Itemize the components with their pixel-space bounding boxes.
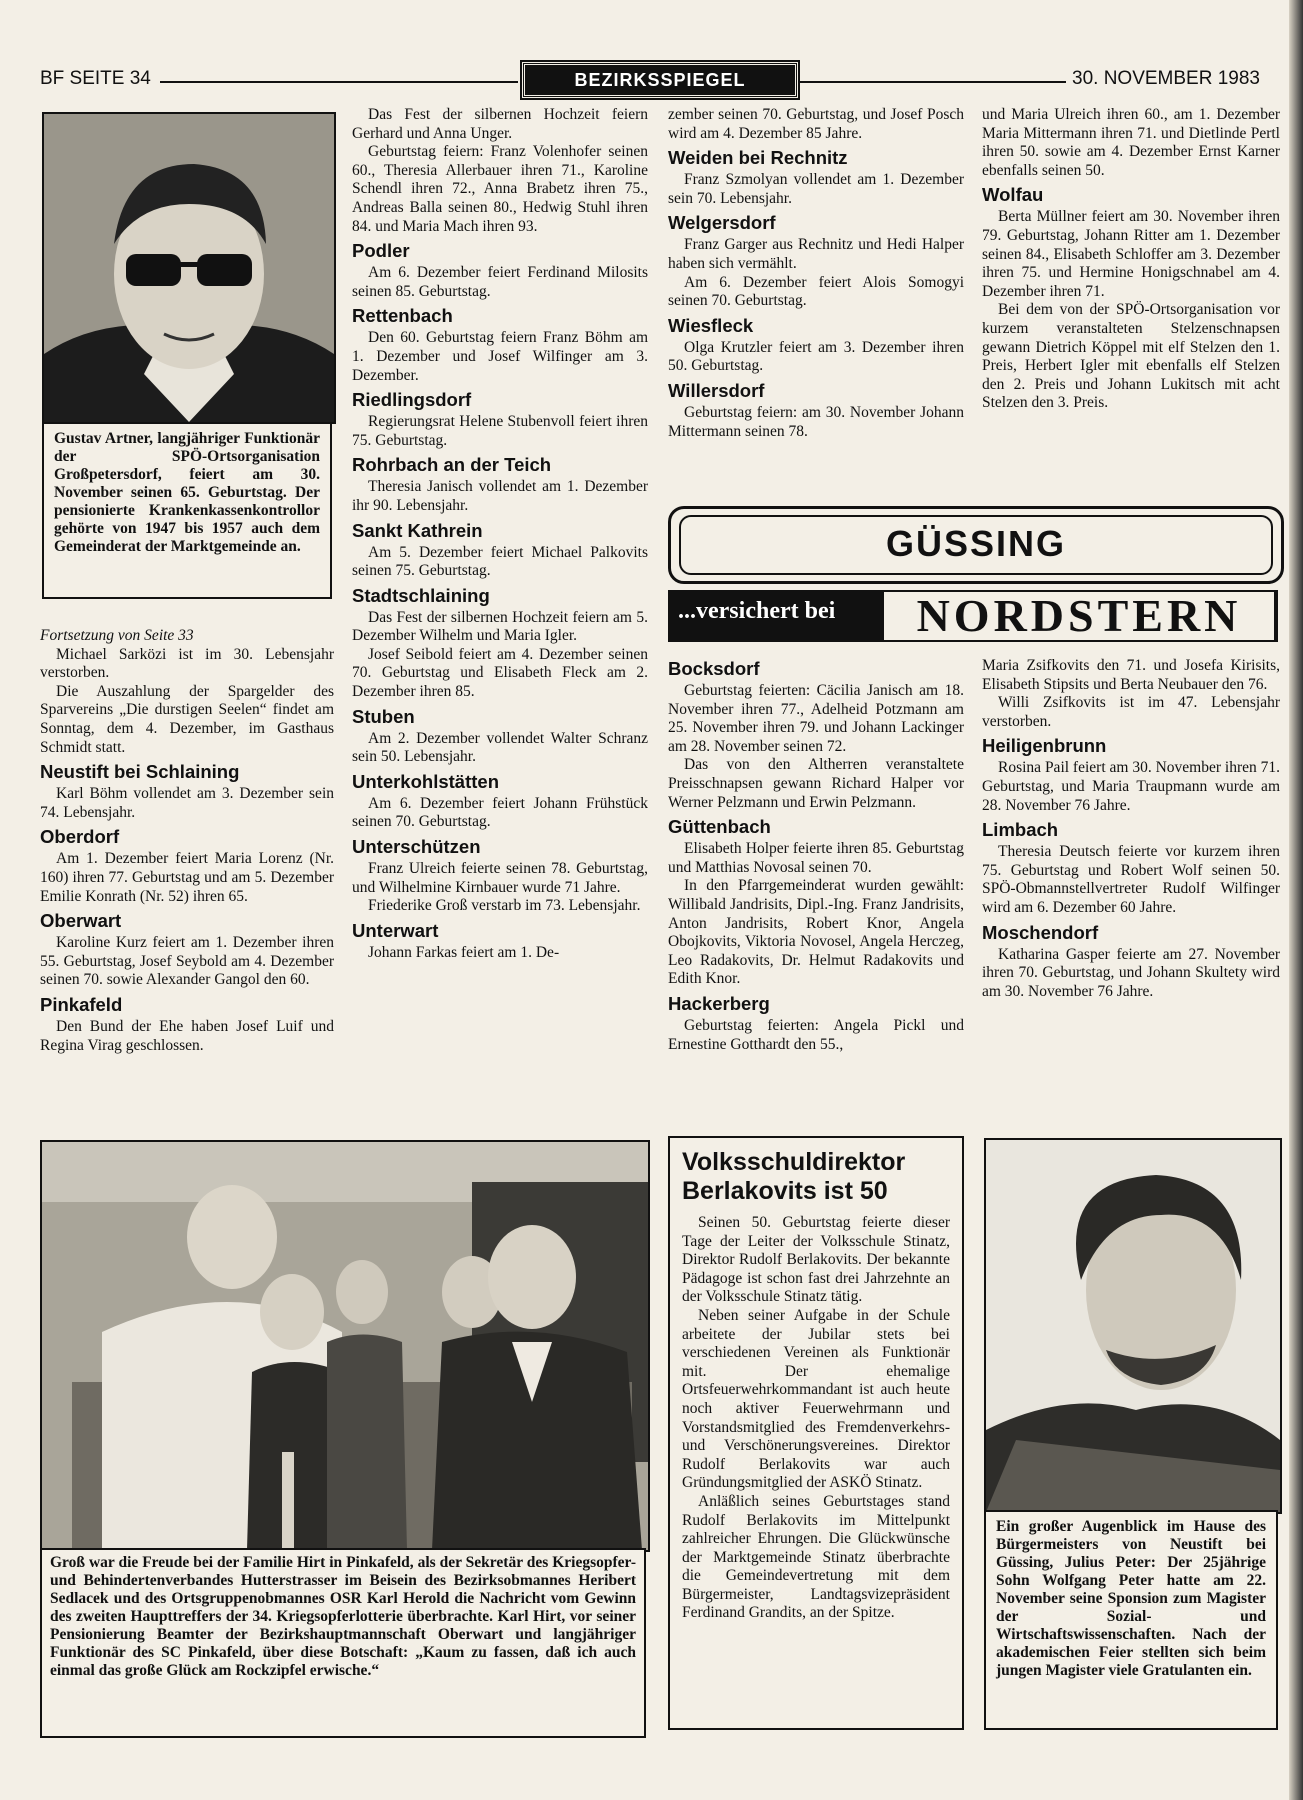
section-heading: Neustift bei Schlaining: [40, 761, 240, 783]
section-heading: Unterwart: [352, 919, 439, 941]
column-1: [40, 627, 334, 1055]
section-title: BEZIRKSSPIEGEL: [522, 62, 798, 98]
section-text: Olga Krutzler feiert am 3. Dezember ihren 50. Geburtstag.: [668, 338, 964, 375]
column-3-bottom: [668, 654, 964, 1054]
page-label: BF SEITE 34: [40, 68, 151, 89]
section-text: Franz Szmolyan vollendet am 1. Dezember sein 70. Lebensjahr.: [668, 171, 964, 207]
section-text: Das Fest der silbernen Hochzeit feiern am 5. Dezember Wilhelm und Maria Igler.: [352, 608, 648, 645]
article-body: [682, 1214, 950, 1623]
section-heading: Oberwart: [40, 910, 122, 932]
section-text: Karoline Kurz feiert am 1. Dezember ihren 55. Geburtstag, Josef Seybold am 4. Dezember seinen 70. sowie Alexander Gangol den 60.: [40, 934, 334, 989]
section-heading: Moschendorf: [982, 921, 1099, 943]
section-text: Das von den Altherren veranstaltete Preisschnapsen gewann Richard Halper vor Werner Pelzmann und Erwin Pelzmann.: [668, 756, 964, 811]
section-heading: Limbach: [982, 819, 1059, 841]
paragraph: Anläßlich seines Geburtstages stand Rudolf Berlakovits im Mittelpunkt zahlreicher Ehrungen. Die Glückwünsche der Marktgemeinde Stinatz überbrachte die Gemeindevertretung mit dem Bürgermeister, Landtagsvizepräsident Ferdinand Grandits, an der Spitze.: [682, 1492, 950, 1622]
section-heading: Unterkohlstätten: [352, 770, 499, 792]
section-heading: Bocksdorf: [668, 658, 760, 679]
section-heading: Stadtschlaining: [352, 584, 490, 606]
section-text: Theresia Janisch vollendet am 1. Dezember ihr 90. Lebensjahr.: [352, 478, 648, 514]
article-box-berlakovits: [668, 1136, 964, 1730]
paragraph: Michael Sarközi ist im 30. Lebensjahr verstorben.: [40, 645, 334, 682]
section-text: Am 6. Dezember feiert Johann Frühstück seinen 70. Geburtstag.: [352, 794, 648, 831]
section-text: Friederike Groß verstarb im 73. Lebensjahr.: [368, 897, 641, 915]
section-heading: Stuben: [352, 705, 415, 727]
portrait-photo-peter: [984, 1138, 1282, 1514]
section-text: Franz Ulreich feierte seinen 78. Geburtstag, und Wilhelmine Kirnbauer wurde 71 Jahre.: [352, 860, 648, 896]
section-heading: Willersdorf: [668, 379, 765, 401]
section-text: Rosina Pail feiert am 30. November ihren 71. Geburtstag, und Maria Traupmann wurde am 28. November 76 Jahre.: [982, 759, 1280, 814]
section-text: Am 5. Dezember feiert Michael Palkovits seinen 75. Geburtstag.: [352, 543, 648, 580]
section-heading: Rohrbach an der Teich: [352, 454, 552, 476]
section-heading: Pinkafeld: [40, 993, 123, 1015]
ad-brand: NORDSTERN: [884, 592, 1274, 640]
paragraph: Willi Zsifkovits ist im 47. Lebensjahr verstorben.: [982, 694, 1280, 730]
section-text: Franz Garger aus Rechnitz und Hedi Halper haben sich vermählt.: [668, 236, 964, 272]
nordstern-ad: [668, 590, 1278, 642]
section-heading: Heiligenbrunn: [982, 735, 1107, 757]
section-heading: Wiesfleck: [668, 314, 754, 336]
section-heading: Unterschützen: [352, 836, 481, 858]
section-text: Den 60. Geburtstag feiern Franz Böhm am 1. Dezember und Josef Wilfinger am 3. Dezember.: [352, 329, 648, 384]
section-text: Elisabeth Holper feierte ihren 85. Geburtstag und Matthias Novosal seinen 70.: [668, 840, 964, 876]
section-heading: Welgersdorf: [668, 212, 776, 234]
ad-tagline: ...versichert bei: [678, 598, 836, 624]
section-text: Geburtstag feierten: Angela Pickl und Ernestine Gotthardt den 55.,: [668, 1016, 964, 1053]
region-banner: [668, 506, 1284, 584]
section-heading: Hackerberg: [668, 992, 770, 1014]
family-photo-caption: Groß war die Freude bei der Familie Hirt in Pinkafeld, als der Sekretär des Kriegsopfer- und Behindertenverbandes Hutterstrasser im Beisein des Bezirksobmannes Heribert Sedlacek und des Ortsgruppenobmannes OSR Karl Herold die Nachricht vom Gewinn des zweiten Haupttreffers der 34. Kriegsopferlotterie überbrachte. Karl Hirt, vor seiner Pensionierung Beamter der Bezirkshauptmannschaft Oberwart und langjähriger Funktionär des SC Pinkafeld, über diese Botschaft: „Kaum zu fassen, daß ich auch einmal das große Glück am Rockzipfel erwische.“: [40, 1548, 646, 1738]
paragraph: Geburtstag feiern: Franz Volenhofer seinen 60., Theresia Allerbauer ihren 71., Karoline Schendl ihren 72., Anna Brabetz ihren 75., Andreas Balla seinen 80., Hedwig Stuhl ihren 84. und Maria Mach ihren 93.: [352, 143, 648, 235]
column-2: [352, 106, 648, 962]
page-edge: [1289, 0, 1303, 1800]
photo-caption-artner: Gustav Artner, langjähriger Funktionär der SPÖ-Ortsorganisation Großpetersdorf, feiert am 30. November seinen 65. Geburtstag. Der pensionierte Krankenkassenkontrollor gehörte von 1947 bis 1957 auch dem Gemeinderat der Marktgemeinde an.: [42, 422, 332, 599]
paragraph: Maria Zsifkovits den 71. und Josefa Kirisits, Elisabeth Stipsits und Berta Neubauer den 76.: [982, 657, 1280, 693]
paragraph: Das Fest der silbernen Hochzeit feiern Gerhard und Anna Unger.: [352, 106, 648, 142]
section-text: Bei dem von der SPÖ-Ortsorganisation vor kurzem veranstalteten Stelzenschnapsen gewann Dietrich Köppel mit elf Stelzen den 1. Preis, Herbert Igler mit ebenfalls elf Stelzen den 2. Preis und Johann Lukitsch mit acht Stelzen den 3. Preis.: [982, 301, 1280, 412]
paragraph: Neben seiner Aufgabe in der Schule arbeitete der Jubilar stets bei verschiedenen Vereinen als Funktionär mit. Der ehemalige Ortsfeuerwehrkommandant ist auch heute noch aktiver Feuerwehrmann und Vorstandsmitglied des Fremdenverkehrs- und Verschönerungsvereines. Direktor Rudolf Berlakovits war auch Gründungsmitglied der ASKÖ Stinatz.: [682, 1306, 950, 1492]
section-heading: Podler: [352, 240, 410, 262]
section-text: Johann Farkas feiert am 1. De-: [368, 943, 560, 961]
masthead-rule-left: [160, 81, 518, 83]
masthead-rule-right: [800, 81, 1066, 83]
section-text: Geburtstag feierten: Cäcilia Janisch am 18. November ihren 77., Adelheid Potzmann am 25. November ihren 79. und Johann Lackinger am 28. November seinen 72.: [668, 682, 964, 755]
section-text: Den Bund der Ehe haben Josef Luif und Regina Virag geschlossen.: [40, 1017, 334, 1054]
column-4-top: [982, 106, 1280, 413]
section-heading: Riedlingsdorf: [352, 389, 472, 411]
section-text: Am 2. Dezember vollendet Walter Schranz sein 50. Lebensjahr.: [352, 729, 648, 766]
section-heading: Wolfau: [982, 184, 1044, 206]
section-heading: Rettenbach: [352, 305, 453, 327]
section-text: Theresia Deutsch feierte vor kurzem ihren 75. Geburtstag und Robert Wolf seinen 50. SPÖ-Obmannstellvertreter Rudolf Wilfinger wird am 6. Dezember 60 Jahre.: [982, 843, 1280, 916]
section-text: Regierungsrat Helene Stubenvoll feiert ihren 75. Geburtstag.: [352, 413, 648, 449]
section-text: Karl Böhm vollendet am 3. Dezember sein 74. Lebensjahr.: [40, 785, 334, 821]
portrait-photo-artner: [42, 112, 336, 424]
section-text: Geburtstag feiern: am 30. November Johann Mittermann seinen 78.: [668, 403, 964, 440]
paragraph: Die Auszahlung der Spargelder des Sparvereins „Die durstigen Seelen“ findet am Sonntag, dem 4. Dezember, im Gasthaus Schmidt statt.: [40, 682, 334, 756]
region-title: GÜSSING: [679, 515, 1273, 575]
family-hirt-photo: [40, 1140, 650, 1552]
section-heading: Güttenbach: [668, 816, 771, 838]
section-text: Josef Seibold feiert am 4. Dezember seinen 70. Geburtstag und Elisabeth Fleck am 2. Dezember ihren 85.: [352, 645, 648, 701]
paragraph: und Maria Ulreich ihren 60., am 1. Dezember Maria Mittermann ihren 71. und Dietlinde Pertl ihren 50. sowie am 4. Dezember Ernst Karner ebenfalls seinen 50.: [982, 106, 1280, 179]
column-3-top: [668, 106, 964, 441]
paragraph: zember seinen 70. Geburtstag, und Josef Posch wird am 4. Dezember 85 Jahre.: [668, 106, 964, 142]
paragraph: Seinen 50. Geburtstag feierte dieser Tage der Leiter der Volksschule Stinatz, Direktor Rudolf Berlakovits. Der bekannte Pädagoge ist schon fast drei Jahrzehnte an der Volksschule Stinatz tätig.: [682, 1214, 950, 1306]
section-text: Berta Müllner feiert am 30. November ihren 79. Geburtstag, Johann Ritter am 1. Dezember seinen 84., Elisabeth Schloffer am 3. Dezember ihren 75. und Hermine Honigschnabel am 4. Dezember ihren 71.: [982, 208, 1280, 300]
section-text: Am 6. Dezember feiert Ferdinand Milosits seinen 85. Geburtstag.: [352, 264, 648, 300]
section-text: Katharina Gasper feierte am 27. November ihren 70. Geburtstag, und Johann Skultety wird am 30. November 76 Jahre.: [982, 945, 1280, 1000]
continuation-note: Fortsetzung von Seite 33: [40, 627, 194, 644]
section-text: Am 1. Dezember feiert Maria Lorenz (Nr. 160) ihren 77. Geburtstag und am 5. Dezember Emilie Konrath (Nr. 52) ihren 65.: [40, 850, 334, 905]
section-heading: Sankt Kathrein: [352, 519, 483, 541]
section-text: In den Pfarrgemeinderat wurden gewählt: Willibald Jandrisits, Dipl.-Ing. Franz Jandrisits, Anton Jandrisits, Robert Knor, Angela Obojkovits, Viktoria Novosel, Angela Herczeg, Leo Radakovits, Dr. Helmut Radakovits und Edith Knor.: [668, 877, 964, 988]
article-headline: Volksschuldirektor Berlakovits ist 50: [682, 1148, 906, 1205]
section-heading: Oberdorf: [40, 826, 120, 848]
portrait-caption-peter: Ein großer Augenblick im Hause des Bürgermeisters von Neustift bei Güssing, Julius Peter: Der 25jährige Sohn Wolfgang Peter hatte am 22. November seine Sponsion zum Magister der Sozial- und Wirtschaftswissenschaften. Nach der akademischen Feier stellten sich beim jungen Magister viele Gratulanten ein.: [984, 1510, 1278, 1730]
section-heading: Weiden bei Rechnitz: [668, 147, 848, 169]
issue-date: 30. NOVEMBER 1983: [1072, 68, 1260, 89]
column-4-bottom: [982, 657, 1280, 1001]
section-text: Am 6. Dezember feiert Alois Somogyi seinen 70. Geburtstag.: [668, 273, 964, 310]
